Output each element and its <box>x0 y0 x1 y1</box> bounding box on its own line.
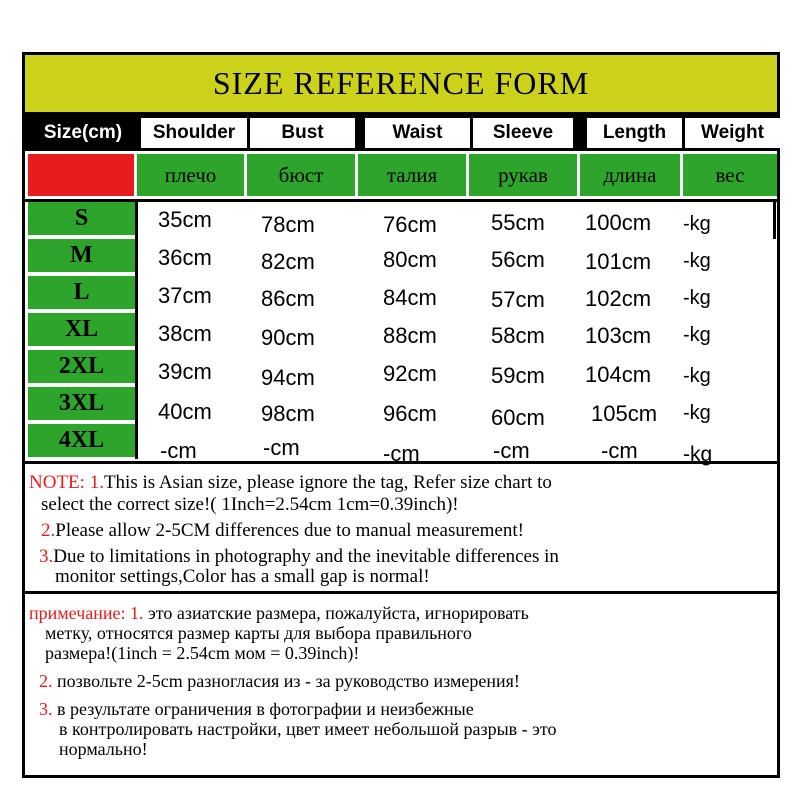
header-row <box>25 115 777 151</box>
note-ru-2-number: 2. <box>39 671 53 691</box>
cell-shoulder: 40cm <box>158 399 212 424</box>
note-ru-2 <box>39 671 520 691</box>
cell-length: 101cm <box>585 249 652 274</box>
note-ru-1 <box>29 603 529 623</box>
note-ru-1-number: 1. <box>130 603 144 623</box>
cell-weight: -kg <box>683 324 711 346</box>
cell-sleeve: 59cm <box>491 363 545 388</box>
cell-length: 100cm <box>585 210 652 235</box>
cell-length: -cm <box>601 438 638 463</box>
ru-label-sleeve: рукав <box>469 154 577 196</box>
russian-label-row <box>25 151 777 199</box>
note-en-3-text: Due to limitations in photography and the inevitable differences in <box>53 546 559 567</box>
header-waist: Waist <box>365 118 470 148</box>
cell-waist: 84cm <box>383 285 437 310</box>
note-en-3-cont: monitor settings,Color has a small gap is normal! <box>55 566 430 587</box>
header-shoulder: Shoulder <box>141 118 247 148</box>
title-bar <box>25 55 777 115</box>
cell-waist: 80cm <box>383 247 437 272</box>
note-en-prefix: NOTE: <box>29 472 85 493</box>
cell-sleeve: 58cm <box>491 323 545 348</box>
note-ru-3-cont2: нормально! <box>59 739 148 759</box>
header-bust: Bust <box>250 118 355 148</box>
note-ru-3-cont1: в контролировать настройки, цвет имеет небольшой разрыв - это <box>59 719 557 739</box>
grid-line <box>25 591 777 594</box>
size-label: S <box>28 202 135 235</box>
cell-bust: -cm <box>263 435 300 460</box>
cell-shoulder: -cm <box>160 438 197 463</box>
cell-weight: -kg <box>683 250 711 272</box>
cell-shoulder: 35cm <box>158 207 212 232</box>
cell-sleeve: 56cm <box>491 247 545 272</box>
size-chart-frame <box>22 52 780 778</box>
cell-weight: -kg <box>683 402 711 424</box>
cell-shoulder: 38cm <box>158 321 212 346</box>
note-ru-3 <box>39 699 474 719</box>
ru-label-waist: талия <box>358 154 466 196</box>
note-en-2-number: 2. <box>41 520 56 541</box>
cell-weight: -kg <box>683 287 711 309</box>
note-ru-2-text: позвольте 2-5cm разногласия из - за руководство измерения! <box>57 671 520 691</box>
note-ru-prefix: примечание: <box>29 603 126 623</box>
cell-bust: 98cm <box>261 401 315 426</box>
ru-label-bust: бюст <box>247 154 355 196</box>
category-line1: Women's <box>46 154 116 175</box>
cell-shoulder: 39cm <box>158 359 212 384</box>
cell-sleeve: 57cm <box>491 287 545 312</box>
cell-waist: 96cm <box>383 401 437 426</box>
cell-shoulder: 37cm <box>158 283 212 308</box>
cell-bust: 82cm <box>261 249 315 274</box>
header-length: Length <box>587 118 682 148</box>
note-en-1-number: 1. <box>89 472 104 493</box>
ru-label-shoulder: плечо <box>137 154 244 196</box>
grid-line <box>773 199 776 239</box>
note-en-2 <box>41 521 524 541</box>
header-sleeve: Sleeve <box>473 118 573 148</box>
page-title: SIZE REFERENCE FORM <box>212 65 590 101</box>
note-en-2-text: Please allow 2-5CM differences due to manual measurement! <box>55 520 524 541</box>
note-en-1 <box>29 473 552 493</box>
cell-sleeve: 60cm <box>491 405 545 430</box>
note-ru-1-cont1: метку, относятся размер карты для выбора правильного <box>45 623 472 643</box>
note-ru-1-text: это азиатские размера, пожалуйста, игнорировать <box>148 603 529 623</box>
cell-bust: 86cm <box>261 286 315 311</box>
ru-label-weight: вес <box>683 154 777 196</box>
size-label: 3XL <box>28 387 135 420</box>
size-label: XL <box>28 313 135 346</box>
cell-weight: -kg <box>683 443 713 466</box>
cell-length: 102cm <box>585 286 652 311</box>
cell-length: 103cm <box>585 323 652 348</box>
note-ru-1-cont2: размера!(1inch = 2.54cm мом = 0.39inch)! <box>45 643 360 663</box>
cell-bust: 90cm <box>261 325 315 350</box>
cell-waist: 88cm <box>383 323 437 348</box>
cell-shoulder: 36cm <box>158 245 212 270</box>
cell-sleeve: 55cm <box>491 210 545 235</box>
category-line2: Coats <box>59 174 103 195</box>
cell-weight: -kg <box>683 365 711 387</box>
cell-waist: 92cm <box>383 361 437 386</box>
note-en-3-number: 3. <box>39 546 54 567</box>
cell-sleeve: -cm <box>493 438 530 463</box>
cell-bust: 78cm <box>261 212 315 237</box>
note-en-3 <box>39 547 559 567</box>
grid-line <box>135 199 138 459</box>
header-weight: Weight <box>685 118 780 148</box>
cell-waist: -cm <box>383 441 420 466</box>
size-label: 2XL <box>28 350 135 383</box>
cell-length: 104cm <box>585 362 652 387</box>
ru-label-length: длина <box>580 154 680 196</box>
size-label: M <box>28 239 135 272</box>
cell-weight: -kg <box>683 213 711 235</box>
size-label: 4XL <box>28 424 135 457</box>
cell-length: 105cm <box>591 401 658 426</box>
note-en-1-cont: select the correct size!( 1Inch=2.54cm 1cm=0.39inch)! <box>41 494 459 515</box>
cell-waist: 76cm <box>383 212 437 237</box>
header-size: Size(cm) <box>28 118 138 148</box>
cell-bust: 94cm <box>261 365 315 390</box>
size-label: L <box>28 276 135 309</box>
note-ru-3-text: в результате ограничения в фотографии и неизбежные <box>57 699 474 719</box>
note-en-1-text: This is Asian size, please ignore the tag, Refer size chart to <box>103 472 552 493</box>
note-ru-3-number: 3. <box>39 699 53 719</box>
category-cell <box>28 154 134 196</box>
